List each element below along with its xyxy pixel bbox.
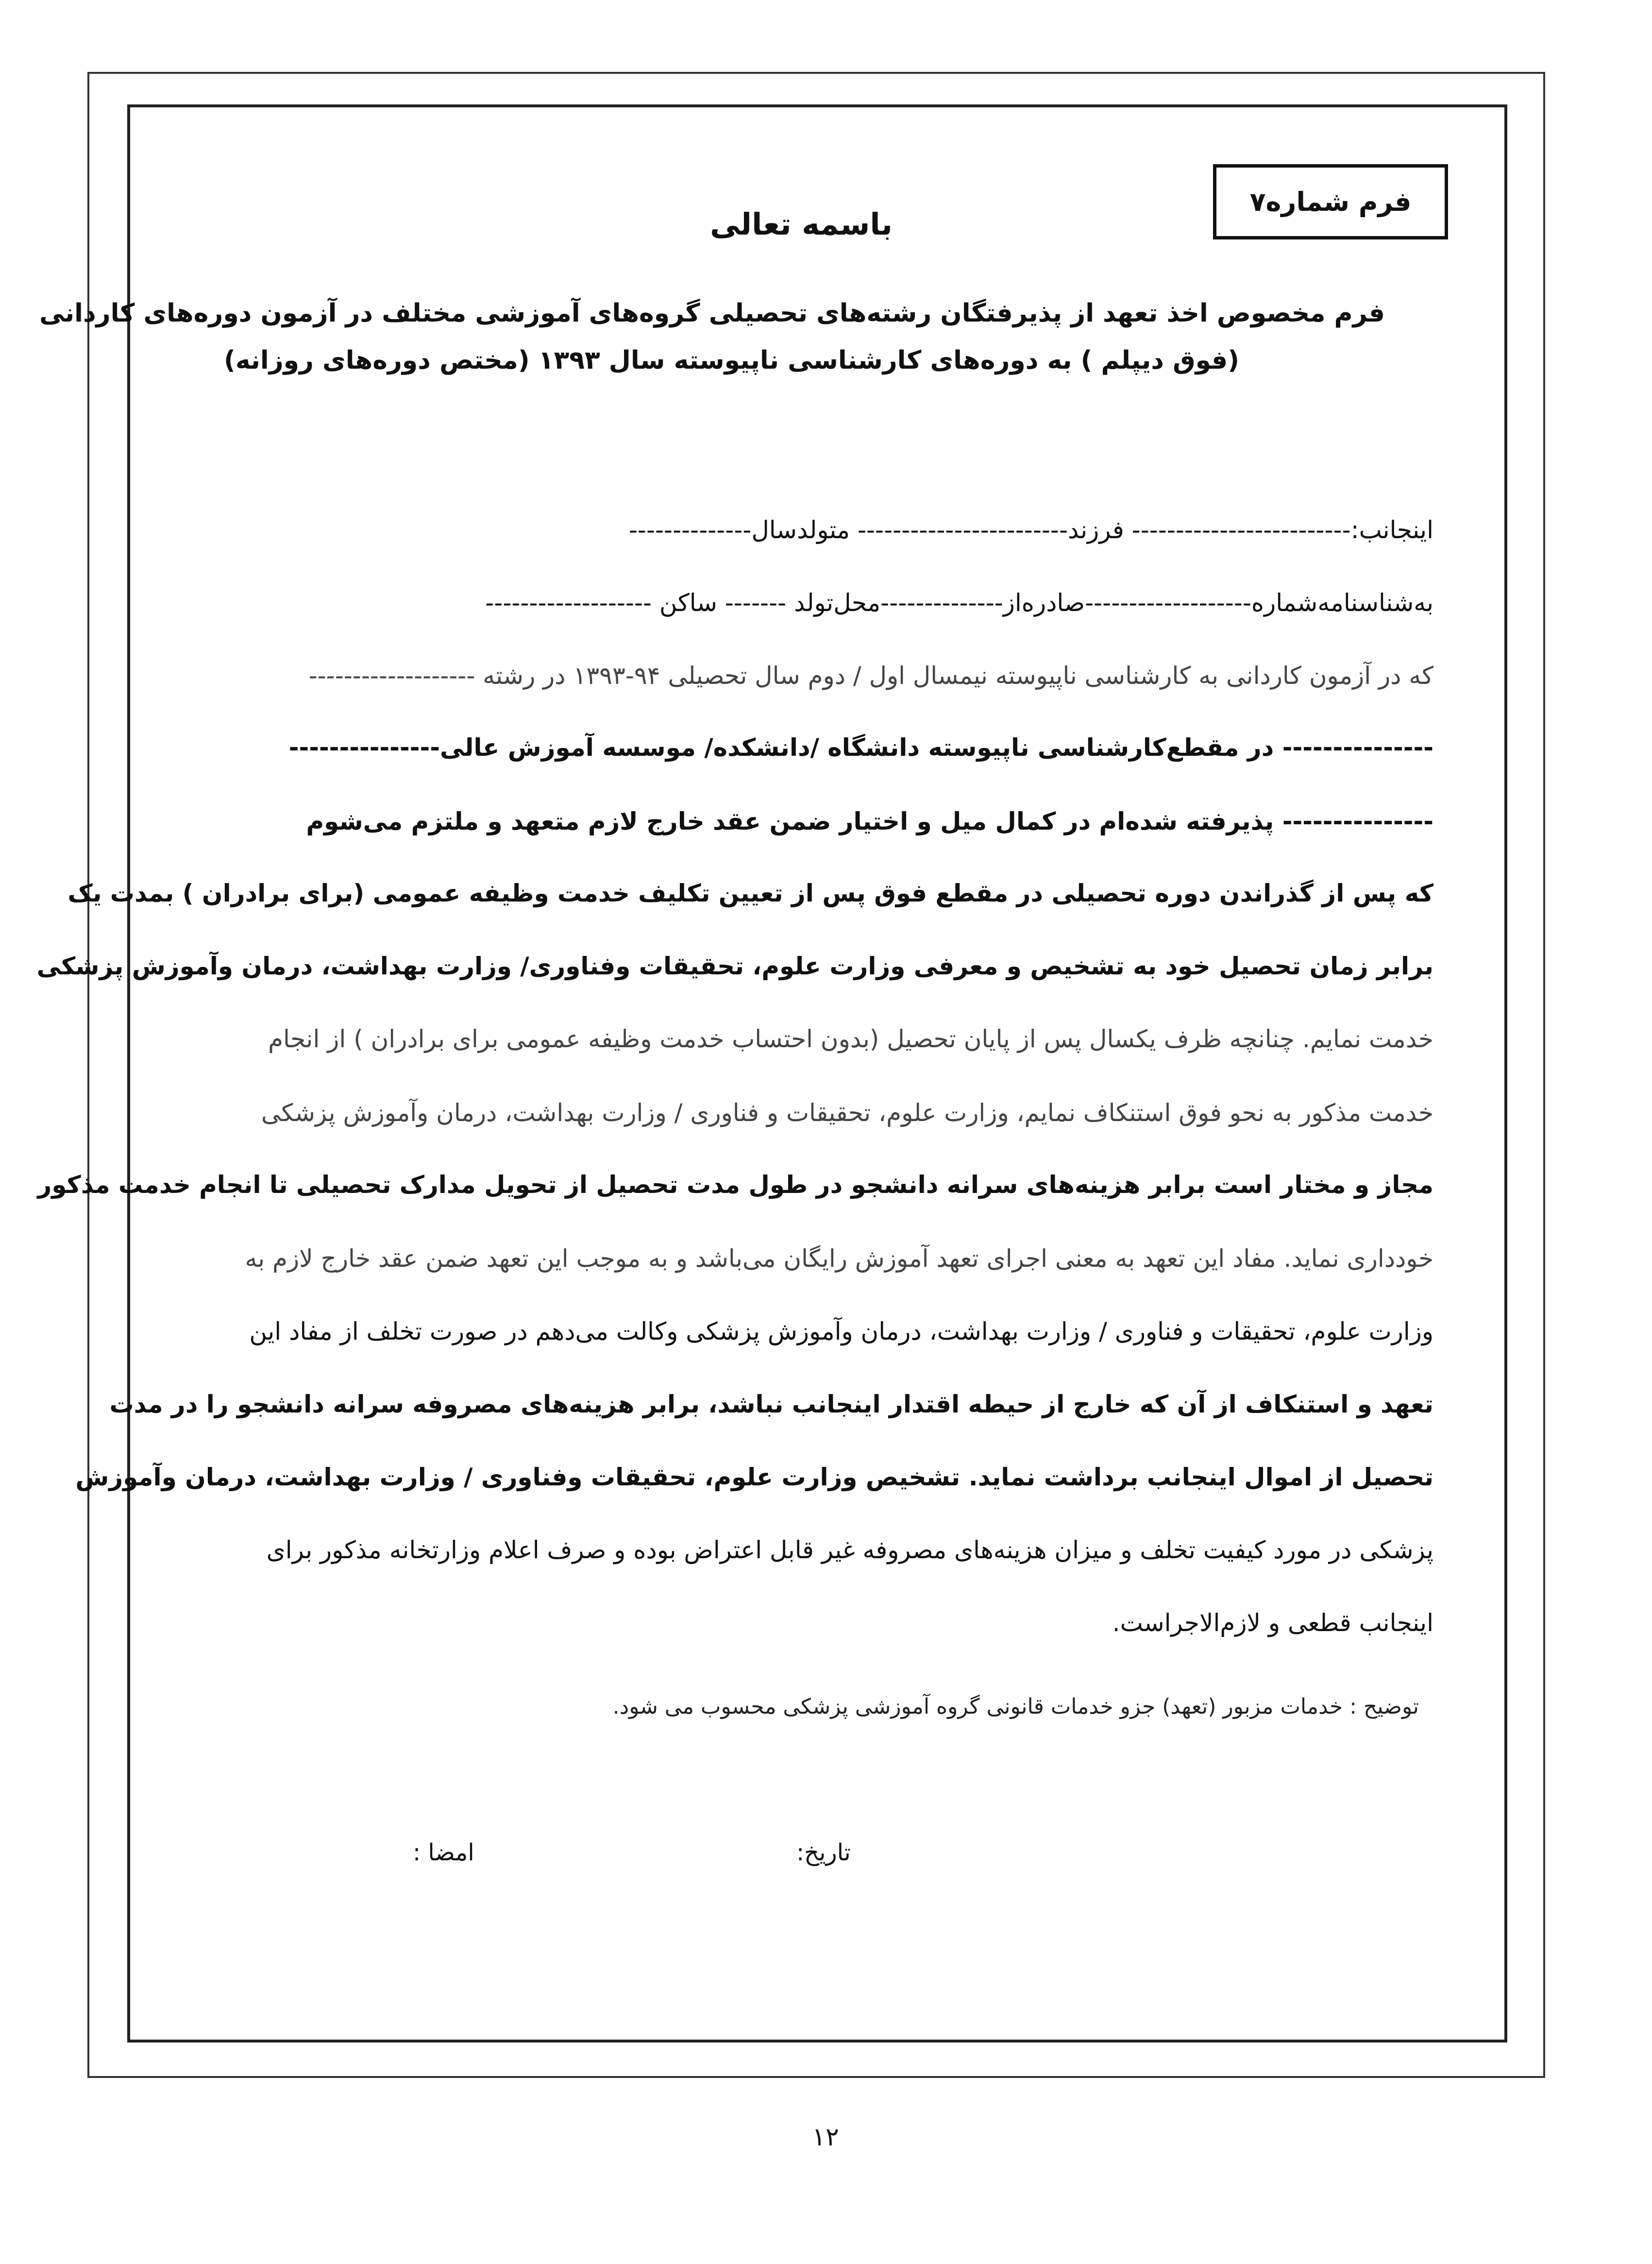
commitment-line-3: خدمت نمایم. چنانچه ظرف یکسال پس از پایان تحصیل (بدون احتساب خدمت وظیفه عمومی برای برادران ) از انجام	[268, 1025, 1433, 1053]
field-id-line: به‌شناسنامه‌شماره-------------------صادره‌از--------------محل‌تولد ------- ساکن -------------------	[485, 589, 1433, 617]
heading-line-2: (فوق دیپلم ) به دوره‌های کارشناسی ناپیوسته سال ۱۳۹۳ (مختص دوره‌های روزانه)	[224, 346, 1239, 375]
commitment-line-7: وزارت علوم، تحقیقات و فناوری / وزارت بهداشت، درمان وآموزش پزشکی وکالت می‌دهم در صورت تخلف از مفاد این	[249, 1317, 1433, 1345]
form-number-box: فرم شماره۷	[1213, 164, 1448, 239]
heading-line-1: فرم مخصوص اخذ تعهد از پذیرفتگان رشته‌های تحصیلی گروه‌های آموزشی مختلف در آزمون دوره‌های کاردانی	[39, 299, 1385, 328]
commitment-line-8: تعهد و استنکاف از آن که خارج از حیطه اقتدار اینجانب نباشد، برابر هزینه‌های مصروفه سرانه دانشجو را در مدت	[109, 1390, 1433, 1418]
commitment-line-10: پزشکی در مورد کیفیت تخلف و میزان هزینه‌های مصروفه غیر قابل اعتراض بوده و صرف اعلام وزارتخانه مذکور برای	[266, 1536, 1433, 1564]
commitment-line-1: که پس از گذراندن دوره تحصیلی در مقطع فوق پس از تعیین تکلیف خدمت وظیفه عمومی (برای برادران ) بمدت یک	[67, 879, 1433, 907]
document-title: باسمه تعالی	[710, 206, 893, 242]
commitment-line-9: تحصیل از اموال اینجانب برداشت نماید. تشخیص وزارت علوم، تحقیقات وفناوری / وزارت بهداشت، درمان وآموزش	[75, 1463, 1433, 1491]
commitment-line-2: برابر زمان تحصیل خود به تشخیص و معرفی وزارت علوم، تحقیقات وفناوری/ وزارت بهداشت، درمان وآموزش پزشکی	[36, 952, 1433, 980]
field-exam-line: که در آزمون کاردانی به کارشناسی ناپیوسته نیمسال اول / دوم سال تحصیلی ۹۴-۱۳۹۳ در رشته -------------------	[308, 662, 1433, 690]
commitment-line-11: اینجانب قطعی و لازم‌الاجراست.	[1112, 1609, 1433, 1637]
explanatory-note: توضیح : خدمات مزبور (تعهد) جزو خدمات قانونی گروه آموزشی پزشکی محسوب می شود.	[612, 1694, 1419, 1719]
page-number: ۱۲	[812, 2123, 839, 2152]
page-inner-border	[127, 104, 1507, 2043]
field-accepted-line: --------------- پذیرفته شده‌ام در کمال میل و اختیار ضمن عقد خارج لازم متعهد و ملتزم می‌شوم	[306, 807, 1433, 835]
commitment-line-6: خودداری نماید. مفاد این تعهد به معنی اجرای تعهد آموزش رایگان می‌باشد و به موجب این تعهد ضمن عقد خارج لازم به	[245, 1244, 1433, 1273]
field-university-line: --------------- در مقطع‌کارشناسی ناپیوسته دانشگاه /دانشکده/ موسسه آموزش عالی---------------	[288, 733, 1433, 762]
commitment-line-4: خدمت مذکور به نحو فوق استنکاف نمایم، وزارت علوم، تحقیقات و فناوری / وزارت بهداشت، درمان وآموزش پزشکی	[261, 1099, 1433, 1127]
date-label: تاریخ:	[796, 1839, 851, 1866]
field-name-line: اینجانب:------------------------- فرزند------------------------ متولدسال--------------	[628, 516, 1433, 544]
signature-label: امضا :	[413, 1839, 474, 1866]
commitment-line-5: مجاز و مختار است برابر هزینه‌های سرانه دانشجو در طول مدت تحصیل از تحویل مدارک تحصیلی تا انجام خدمت مذکور	[37, 1171, 1433, 1199]
